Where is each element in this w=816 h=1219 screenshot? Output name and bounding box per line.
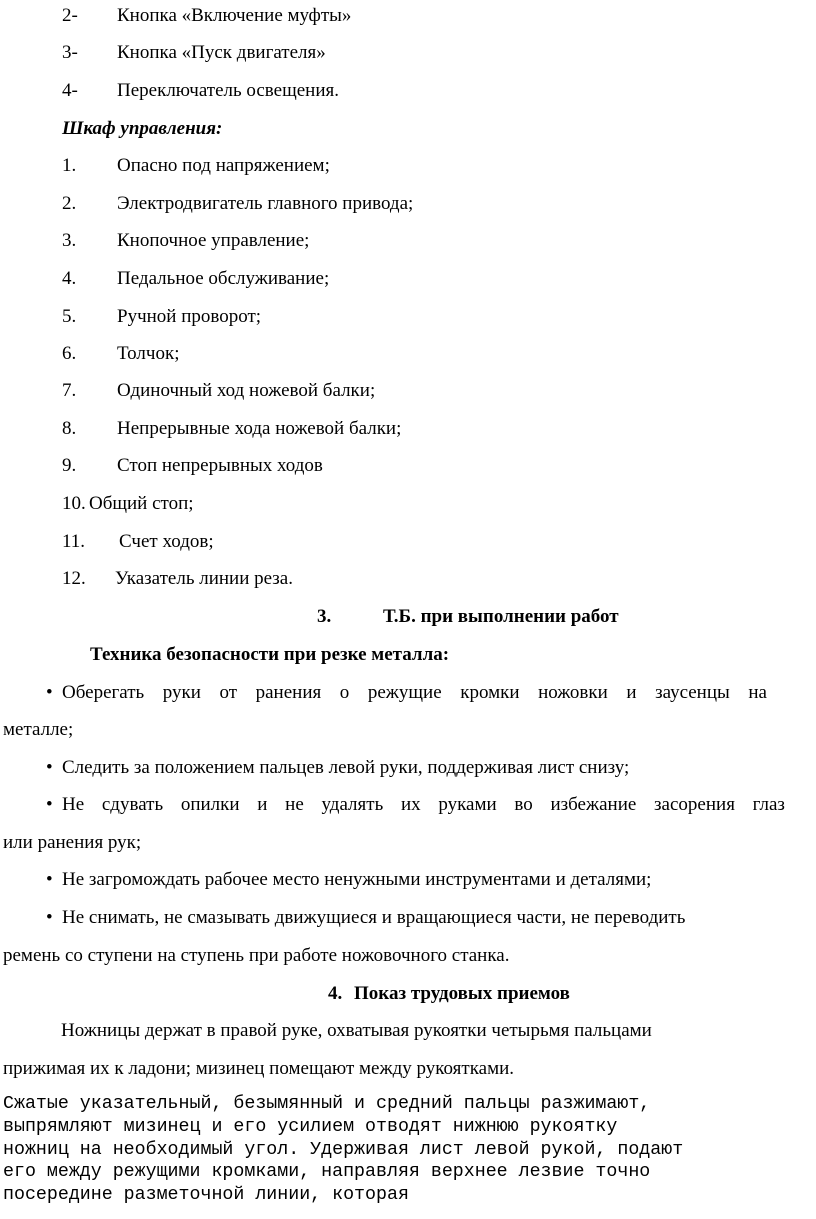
list-number: 4- (62, 80, 78, 101)
list-number: 4. (62, 268, 77, 289)
word: руки (162, 682, 201, 703)
word: на (748, 682, 767, 703)
bullet-icon: • (46, 682, 53, 703)
word: ранения (255, 682, 322, 703)
mono-line: выпрямляют мизинец и его усилием отводят нижнюю рукоятку (3, 1116, 618, 1137)
word: кромки (460, 682, 520, 703)
list-number: 8. (62, 418, 77, 439)
list-item: Указатель линии реза. (115, 568, 293, 589)
list-item: Опасно под напряжением; (117, 155, 330, 176)
word: глаз (752, 794, 785, 815)
word: ножовки (538, 682, 608, 703)
list-item: Одиночный ход ножевой балки; (117, 380, 376, 401)
bullet-icon: • (46, 869, 53, 890)
list-item: Ручной проворот; (117, 306, 262, 327)
mono-line: Сжатые указательный, безымянный и средний пальцы разжимают, (3, 1094, 651, 1114)
list-item: Толчок; (117, 343, 180, 364)
word: заусенцы (655, 682, 730, 703)
list-number: 5. (62, 306, 77, 327)
bullet-item: Не загромождать рабочее место ненужными инструментами и деталями; (62, 869, 652, 890)
list-item: Общий стоп; (89, 493, 194, 514)
monospace-paragraph (3, 1093, 815, 1207)
word: Оберегать (62, 682, 145, 703)
list-item: Стоп непрерывных ходов (117, 455, 323, 476)
list-number: 2- (62, 5, 78, 26)
bullet-item: Не снимать, не смазывать движущиеся и вращающиеся части, не переводить (62, 907, 686, 928)
word: их (400, 794, 421, 815)
paragraph-line: прижимая их к ладони; мизинец помещают между рукоятками. (3, 1058, 515, 1079)
list-item: Счет ходов; (119, 531, 214, 552)
list-item: Переключатель освещения. (117, 80, 339, 101)
word: руками (438, 794, 497, 815)
section-title: Т.Б. при выполнении работ (383, 606, 619, 627)
word: от (219, 682, 238, 703)
bullet-item-line (62, 794, 785, 816)
list-number: 1. (62, 155, 77, 176)
bullet-item-continuation: металле; (3, 719, 74, 740)
bullet-icon: • (46, 907, 53, 928)
mono-line: ножниц на необходимый угол. Удерживая лист левой рукой, подают (3, 1139, 684, 1160)
list-number: 11. (62, 531, 86, 552)
cabinet-title: Шкаф управления: (62, 118, 223, 139)
bullet-item-continuation: или ранения рук; (3, 832, 142, 853)
bullet-item-line (62, 682, 767, 704)
list-number: 2. (62, 193, 77, 214)
list-item: Кнопка «Включение муфты» (117, 5, 352, 26)
list-item: Кнопочное управление; (117, 230, 310, 251)
mono-line: посередине разметочной линии, которая (3, 1185, 409, 1206)
paragraph-line: Ножницы держат в правой руке, охватывая рукоятки четырьмя пальцами (61, 1020, 652, 1041)
list-number: 6. (62, 343, 77, 364)
list-number: 9. (62, 455, 77, 476)
bullet-item: Следить за положением пальцев левой руки, поддерживая лист снизу; (62, 757, 630, 778)
word: избежание (550, 794, 637, 815)
word: засорения (654, 794, 735, 815)
word: во (514, 794, 533, 815)
list-number: 10. (62, 493, 86, 514)
word: режущие (367, 682, 442, 703)
word: удалять (321, 794, 384, 815)
bullet-item-continuation: ремень со ступени на ступень при работе ножовочного станка. (3, 945, 510, 966)
list-item: Кнопка «Пуск двигателя» (117, 42, 326, 63)
list-item: Педальное обслуживание; (117, 268, 330, 289)
word: и (257, 794, 268, 815)
section-title: Показ трудовых приемов (354, 983, 570, 1004)
section-number: 4. (328, 983, 343, 1004)
list-item: Электродвигатель главного привода; (117, 193, 414, 214)
word: Не (62, 794, 85, 815)
bullet-icon: • (46, 794, 53, 815)
list-item: Непрерывные хода ножевой балки; (117, 418, 402, 439)
word: и (626, 682, 637, 703)
list-number: 3. (62, 230, 77, 251)
word: опилки (180, 794, 240, 815)
word: о (339, 682, 350, 703)
section-number: 3. (317, 606, 332, 627)
mono-line: его между режущими кромками, направляя верхнее лезвие точно (3, 1162, 651, 1183)
section-subtitle: Техника безопасности при резке металла: (90, 644, 450, 665)
list-number: 7. (62, 380, 77, 401)
word: не (285, 794, 304, 815)
list-number: 12. (62, 568, 86, 589)
word: сдувать (101, 794, 164, 815)
bullet-icon: • (46, 757, 53, 778)
list-number: 3- (62, 42, 78, 63)
